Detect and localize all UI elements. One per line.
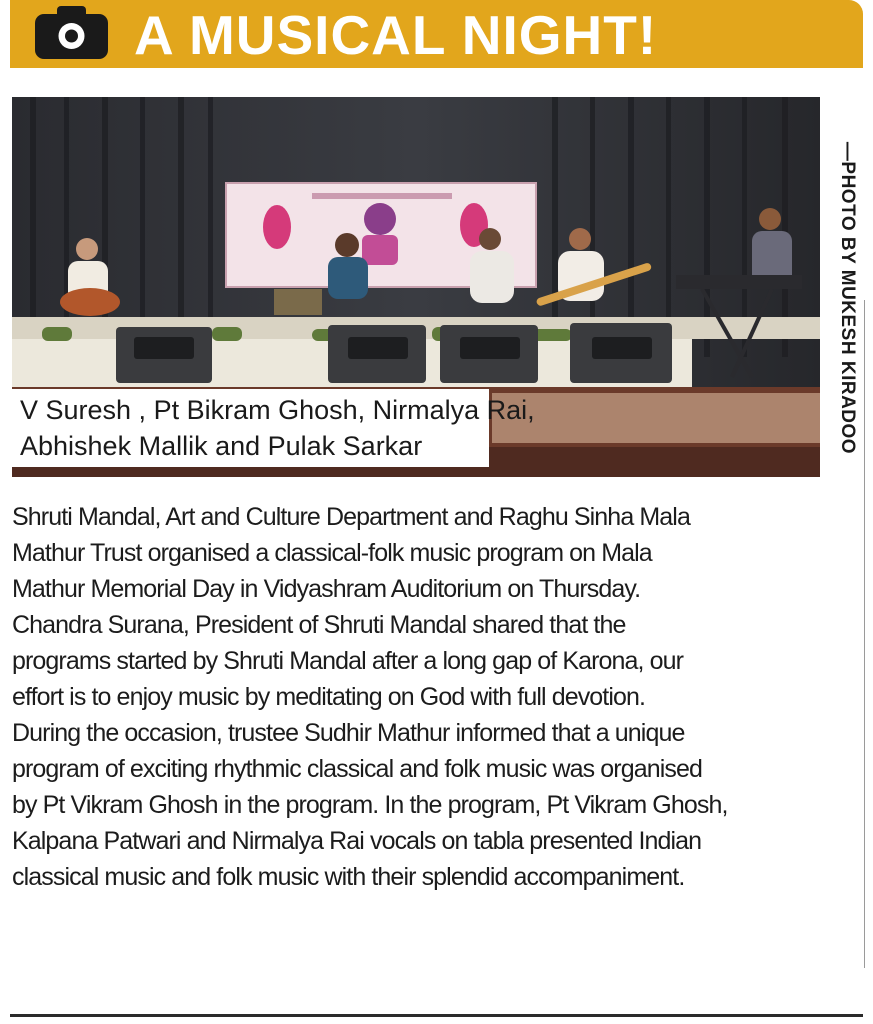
article-line: by Pt Vikram Ghosh in the program. In the program, Pt Vikram Ghosh,: [12, 791, 728, 819]
article-body: [12, 499, 832, 895]
article-line: program of exciting rhythmic classical and folk music was organised: [12, 755, 703, 783]
caption-line-2: Abhishek Mallik and Pulak Sarkar: [20, 431, 423, 461]
headline-title: A MUSICAL NIGHT!: [134, 4, 658, 66]
article-line: effort is to enjoy music by meditating on God with full devotion.: [12, 683, 646, 711]
article-line: Mathur Trust organised a classical-folk music program on Mala: [12, 539, 652, 567]
article-line: Kalpana Patwari and Nirmalya Rai vocals on tabla presented Indian: [12, 827, 702, 855]
camera-icon: [35, 6, 108, 59]
column-divider: [864, 300, 865, 968]
photo-caption: [12, 389, 535, 467]
article-line: programs started by Shruti Mandal after a long gap of Karona, our: [12, 647, 684, 675]
photo-credit: —PHOTO BY MUKESH KIRADOO: [837, 141, 858, 455]
headline-banner: [10, 0, 863, 68]
article-line: During the occasion, trustee Sudhir Mathur informed that a unique: [12, 719, 685, 747]
article-line: Mathur Memorial Day in Vidyashram Auditorium on Thursday.: [12, 575, 641, 603]
caption-line-1: V Suresh , Pt Bikram Ghosh, Nirmalya Rai,: [20, 395, 535, 425]
article-line: Shruti Mandal, Art and Culture Department and Raghu Sinha Mala: [12, 503, 690, 531]
article-line: classical music and folk music with their splendid accompaniment.: [12, 863, 685, 891]
article-line: Chandra Surana, President of Shruti Mandal shared that the: [12, 611, 626, 639]
bottom-rule: [10, 1014, 863, 1017]
